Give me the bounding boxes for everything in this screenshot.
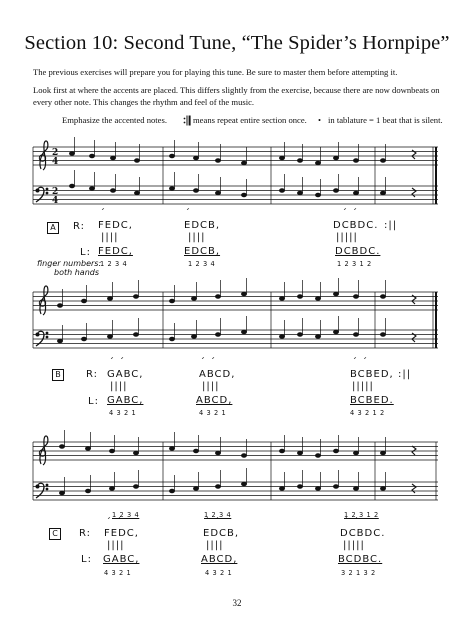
tab-c-bars: |||| [107,540,125,551]
tab-c-left-1: GABC, [103,554,140,565]
tab-a-right-1: FEDC, [98,220,133,231]
accent-mark: ´ ´ [109,357,126,368]
accent-mark: ´ ´ [342,208,359,219]
accent-mark: ´ [185,208,191,219]
accent-mark: ´ ´ [343,517,360,528]
section-b-box: B [52,369,64,381]
tab-a-bars: |||| [188,232,206,243]
both-hands-label: both hands [54,268,100,277]
fingering: 1 2 3 4 [112,511,140,519]
fingering: 4 3 2 1 [205,569,233,577]
svg-text:2: 2 [52,187,59,197]
accent-mark: ´ ´ [352,357,369,368]
tab-b-left-1: GABC, [107,395,144,406]
intro-paragraph: The previous exercises will prepare you for playing this tune. Be sure to master them before attempting it. [33,67,398,77]
legend-accent-text: Emphasize the accented notes. [62,115,167,125]
fingering: 4 3 2 1 2 [350,409,385,417]
accent-mark: ´ [100,208,106,219]
page-number: 32 [232,598,242,608]
section-a-l-label: L: [80,247,91,258]
fingering: 4 3 2 1 [199,409,227,417]
accent-mark: ´ ´ [204,517,221,528]
treble-clef-icon [39,141,48,170]
fingering: 1 2 3 4 [188,260,216,268]
system-3-treble-staff [33,442,438,460]
tab-b-right-2: ABCD, [199,369,236,380]
system-2-bass-staff [33,330,438,348]
tab-a-right-2: EDCB, [184,220,221,231]
tab-b-left-2: ABCD, [196,395,233,406]
tab-b-repeat: :|| [398,369,412,380]
tab-c-right-3: DCBDC. [340,528,386,539]
tab-a-left-2: EDCB, [184,246,221,257]
tab-b-bars: |||| [110,381,128,392]
section-c-box: C [49,528,61,540]
accent-paragraph: Look first at where the accents are placed. This differs slightly from the exercise, because there are now downbeats on every other note. This changes the rhythm and feel of the music. [33,85,440,107]
tab-a-repeat: :|| [384,220,398,231]
tab-b-left-3: BCBED. [350,395,394,406]
fingering: 3 2 1 3 2 [341,569,376,577]
accent-mark: ´ ´ [106,517,123,528]
legend-tab-text: in tablature = 1 beat that is silent. [328,115,443,125]
page-title: Section 10: Second Tune, “The Spider’s Hornpipe” [24,32,450,54]
fingering: 1 2 3 1 2 [337,260,372,268]
fingering: 1 2 3 4 [100,260,128,268]
section-a-box: A [47,222,59,234]
tab-c-right-2: EDCB, [203,528,240,539]
fingering: 1 2 3 1 2 [344,511,379,519]
system-3-bass-staff [33,482,438,500]
fingering: 4 3 2 1 [109,409,137,417]
finger-numbers-label: finger numbers: [37,259,102,268]
svg-text:4: 4 [52,196,59,206]
tab-c-left-3: BCDBC. [338,554,383,565]
tab-a-bars: ||||| [336,232,358,243]
tab-a-right-3: DCBDC. [333,220,379,231]
tab-c-bars: |||| [206,540,224,551]
fingering: 4 3 2 1 [104,569,132,577]
tab-c-left-2: ABCD, [201,554,238,565]
tab-c-bars: ||||| [343,540,365,551]
time-signature: 2 [52,148,59,158]
tab-c-right-1: FEDC, [104,528,139,539]
tab-b-right-3: BCBED, [350,369,394,380]
system-2-treble-staff [33,292,438,310]
section-c-r-label: R: [79,528,92,539]
legend-repeat-text: means repeat entire section once. [193,115,307,125]
section-b-l-label: L: [88,396,99,407]
section-b-r-label: R: [86,369,99,380]
tab-a-left-3: DCBDC. [335,246,381,257]
section-a-r-label: R: [73,221,86,232]
section-c-l-label: L: [81,554,92,565]
tab-b-bars: ||||| [352,381,374,392]
svg-text:4: 4 [52,157,59,167]
fingering: 1 2 3 4 [204,511,232,519]
tab-b-bars: |||| [202,381,220,392]
accent-mark: ´ ´ [200,357,217,368]
tab-a-bars: |||| [101,232,119,243]
tab-a-left-1: FEDC, [98,246,133,257]
legend-bullet: • [318,115,322,125]
tab-b-right-1: GABC, [107,369,144,380]
